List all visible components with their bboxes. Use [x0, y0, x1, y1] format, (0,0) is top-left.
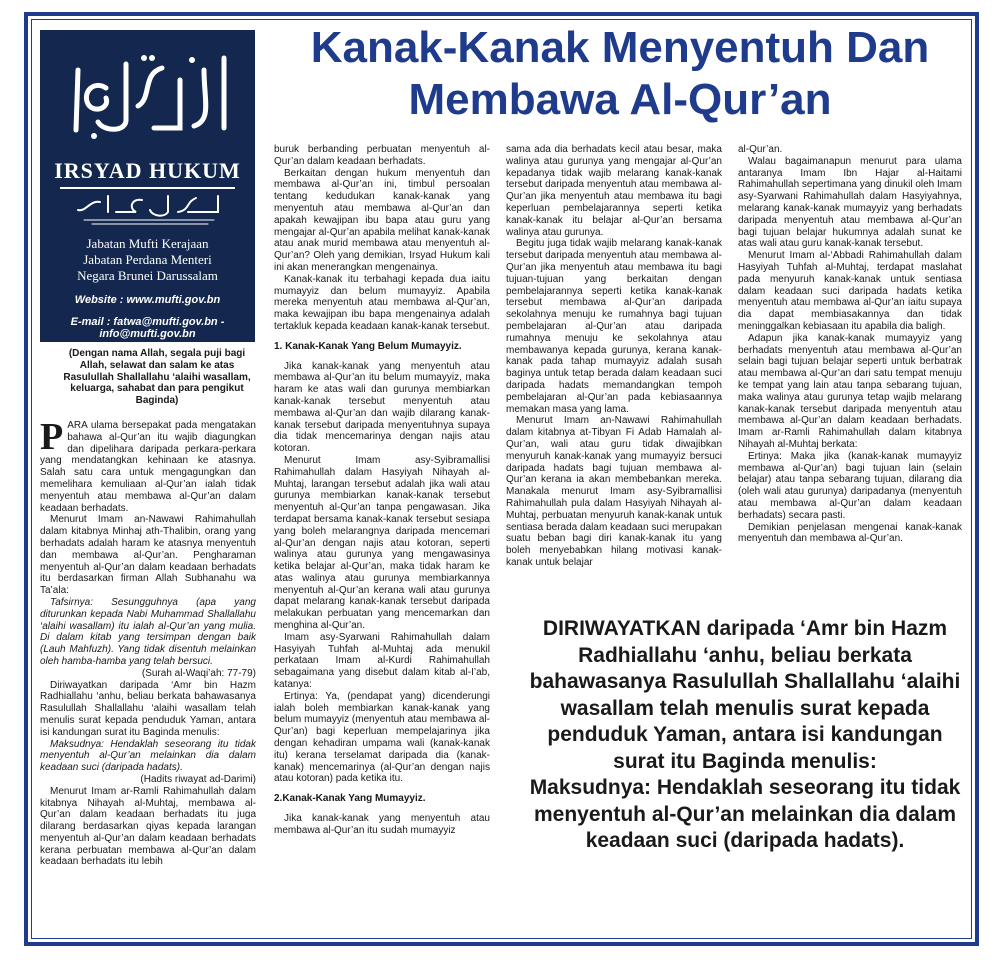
jawi-subtitle-calligraphy-icon	[68, 192, 228, 228]
paragraph: Diriwayatkan daripada ‘Amr bin Hazm Radhiallahu ‘anhu, beliau berkata bahawasanya Rasulullah Shallallahu ‘alaihi wasallam telah menulis surat kepada penduduk Yaman, antara isi kandungan surat itu Baginda menulis:	[40, 679, 256, 738]
paragraph: Demikian penjelasan mengenai kanak-kanak menyentuh dan membawa al-Qur’an.	[738, 521, 962, 545]
paragraph: Menurut Imam an-Nawawi Rahimahullah dalam kitabnya Minhaj ath-Thalibin, orang yang berhadats adalah haram ke atasnya menyentuh dan membawa al-Qur’an. Pengharaman menyentuh al-Qur’an dalam keadaan berhadats itu berdasarkan firman Allah Subhanahu wa Ta’ala:	[40, 514, 256, 597]
logo-dept-line: Jabatan Mufti Kerajaan	[86, 236, 209, 251]
drop-cap: P	[40, 416, 64, 458]
paragraph: Begitu juga tidak wajib melarang kanak-kanak tersebut daripada menyentuh atau membawa al-Qur’an jika menyentuh atau membawa itu bagi tujuan-tujuan yang berkaitan dengan pembelajarannya seperti ketika kanak-kanak tersebut membawa al-Qur’an daripada sekolahnya menuju ke rumahnya bagi tujuan pembelajaran al-Qur’an atau daripada rumahnya menuju ke sekolahnya atau membawanya kepada gurunya, kerana kanak-kanak pada tahap mumayyiz adalah susah baginya untuk tetap berada dalam keadaan suci daripada hadats memandangkan tempoh pembelajaran al-Qur’an pada kebiasaannya memakan masa yang lama.	[506, 238, 722, 415]
arabic-calligraphy-logo-icon	[54, 40, 242, 150]
paragraph: Menurut Imam ar-Ramli Rahimahullah dalam kitabnya Nihayah al-Muhtaj, membawa al-Qur’an dalam keadaan berhadats itu juga dilarang berdasarkan qiyas kepada larangan menyentuh al-Qur’an dalam keadaan berhadats kerana perbuatan membawa al-Qur’an dalam keadaan berhadats itu lebih	[40, 785, 256, 868]
logo-website[interactable]: Website : www.mufti.gov.bn	[74, 294, 221, 306]
verse-reference: (Surah al-Waqi’ah: 77-79)	[141, 667, 256, 679]
hadith-reference: (Hadits riwayat ad-Darimi)	[140, 773, 256, 785]
article-column-3	[506, 144, 722, 569]
logo-title: IRSYAD HUKUM	[54, 158, 241, 183]
pull-quote-translation: Maksudnya: Hendaklah seseorang itu tidak menyentuh al-Qur’an melainkan dia dalam keadaan suci (daripada hadats).	[529, 776, 961, 852]
article-column-2	[274, 144, 490, 837]
logo-email[interactable]: E-mail : fatwa@mufti.gov.bn - info@mufti.gov.bn	[70, 316, 225, 340]
article-column-1	[40, 416, 256, 868]
paragraph: Berkaitan dengan hukum menyentuh dan membawa al-Qur’an ini, timbul persoalan tentang kedudukan kanak-kanak yang menyentuh atau membawa al-Qur’an dan apakah kewajipan ibu bapa atau guru yang mengajar al-Qur’an apabila melihat kanak-kanak atau anak murid membawa atau menyentuh al-Qur’an? Oleh yang demikian, Irsyad Hukum kali ini akan menerangkan mengenainya.	[274, 167, 490, 273]
article-column-4	[738, 144, 962, 545]
paragraph: Menurut Imam an-Nawawi Rahimahullah dalam kitabnya at-Tibyan Fi Adab Hamalah al-Qur’an, wali atau guru tidak diwajibkan menyuruh kanak-kanak yang mumayyiz bersuci daripada hadats bagi tujuan membawa al-Qur’an kerana ia akan membebankan mereka. Manakala menurut Imam asy-Syibramallisi Rahimahullah pula dalam Hasyiyah Nihayah al-Muhtaj, perbuatan menyuruh kanak-kanak untuk sentiasa berada dalam keadaan suci merupakan suatu beban bagi diri kanak-kanak itu yang boleh menyebabkan hilang motivasi kanak-kanak untuk belajar	[506, 415, 722, 568]
paragraph: Menurut Imam asy-Syibramallisi Rahimahullah dalam Hasyiyah Nihayah al-Muhtaj, larangan tersebut adalah jika wali atau gurunya membiarkan kanak-kanak tersebut menyentuh al-Qur’an tanpa pengawasan. Jika terdapat bersama kanak-kanak tersebut sesiapa yang boleh melarangnya daripada mencemari al-Qur’an dengan najis atau kotoran, seperti walinya atau gurunya yang mengawasinya ketika belajar al-Qur’an, maka tidak haram ke atas walinya atau gurunya membiarkannya menyentuh al-Qur’an kerana wali atau gurunya dapat melarang kanak-kanak tersebut daripada melakukan perbuatan yang mencemarkan dan menghina al-Qur’an.	[274, 454, 490, 632]
section-heading: 2.Kanak-Kanak Yang Mumayyiz.	[274, 793, 426, 805]
article-headline: Kanak-Kanak Menyentuh Dan Membawa Al-Qur’an	[310, 23, 930, 124]
paragraph: Menurut Imam al-‘Abbadi Rahimahullah dalam Hasyiyah Tuhfah al-Muhtaj, terdapat maslahat pada menyuruh kanak-kanak untuk sentiasa dalam keadaan suci daripada hadats ketika menyentuh atau membawa al-Qur’an iaitu supaya dia dapat membiasakannya dan tidak meninggalkan kebiasaan itu apabila dia baligh.	[738, 250, 962, 332]
logo-divider	[60, 187, 235, 189]
paragraph: Walau bagaimanapun menurut para ulama antaranya Imam Ibn Hajar al-Haitami Rahimahullah sepertimana yang dinukil oleh Imam asy-Syarwani Rahimahullah dalam Hasyiyahnya, melarang kanak-kanak mumayyiz yang berhadats daripada menyentuh atau membawa al-Qur’an bagi tujuan belajar hukumnya adalah sunat ke atas wali atau guru kanak-kanak tersebut.	[738, 155, 963, 250]
paragraph: sama ada dia berhadats kecil atau besar, maka walinya atau gurunya yang mengajar al-Qur’an kepadanya tidak wajib melarang kanak-kanak tersebut daripada menyentuh atau membawa al-Qur’an jika menyentuh atau membawa itu bagi keperluan pembelajarannya seperti ketika kanak-kanak itu belajar al-Qur’an bersama walinya atau gurunya.	[506, 144, 722, 238]
paragraph: Ertinya: Maka jika (kanak-kanak mumayyiz membawa al-Qur’an) bagi tujuan lain (selain belajar) atau tanpa sebarang tujuan, dilarang dia (oleh wali atau gurunya) daripadanya (menyentuh atau membawa al-Qur’an dalam keadaan berhadats) secara pasti.	[738, 450, 962, 521]
paragraph: al-Qur’an.	[738, 144, 783, 155]
logo-dept-line: Negara Brunei Darussalam	[77, 268, 218, 283]
quran-translation: Tafsirnya: Sesungguhnya (apa yang diturunkan kepada Nabi Muhammad Shallallahu ‘alaihi wasallam) itu ialah al-Qur’an yang mulia. Di dalam kitab yang tersimpan dengan baik (Lauh Mahfuzh). Yang tidak disentuh melainkan oleh hamba-hamba yang telah bersuci.	[40, 596, 256, 667]
section-heading: 1. Kanak-Kanak Yang Belum Mumayyiz.	[274, 340, 462, 352]
pull-quote	[520, 616, 970, 855]
pull-quote-text: DIRIWAYATKAN daripada ‘Amr bin Hazm Radhiallahu ‘anhu, beliau berkata bahawasanya Rasulullah Shallallahu ‘alaihi wasallam telah menulis surat kepada penduduk Yaman, antara isi kandungan surat itu Baginda menulis:	[529, 617, 961, 773]
paragraph: Jika kanak-kanak yang menyentuh atau membawa al-Qur’an itu belum mumayyiz, maka haram ke atas wali dan gurunya membiarkan kanak-kanak tersebut menyentuh atau membawa al-Qur’an dan wajib dilarang kanak-kanak tersebut daripada menyentuhnya supaya dia tidak mencemarinya dengan najis atau kotoran.	[274, 360, 490, 455]
paragraph: Imam asy-Syarwani Rahimahullah dalam Hasyiyah Tuhfah al-Muhtaj ada menukil perkataan Imam al-Kurdi Rahimahullah sebagaimana yang disebut dalam kitab al-I’ab, katanya:	[274, 631, 490, 691]
hadith-translation: Maksudnya: Hendaklah seseorang itu tidak menyentuh al-Qur’an melainkan dia dalam keadaan suci (daripada hadats).	[40, 738, 256, 774]
paragraph: buruk berbanding perbuatan menyentuh al-Qur’an dalam keadaan berhadats.	[274, 144, 490, 167]
paragraph: PARA ulama bersepakat pada mengatakan bahawa al-Qur’an itu wajib diagungkan dan dipelihara daripada perkara-perkara yang mendatangkan kehinaan ke atasnya. Salah satu cara untuk mengagungkan dan memelihara kemuliaan al-Qur’an ialah tidak menyentuh atau membawa al-Qur’an dalam keadaan berhadats.	[40, 416, 256, 514]
bismillah-intro: (Dengan nama Allah, segala puji bagi Allah, selawat dan salam ke atas Rasulullah Shallallahu ‘alaihi wasallam, keluarga, sahabat dan para pengikut Baginda)	[63, 348, 251, 407]
paragraph: Adapun jika kanak-kanak mumayyiz yang berhadats menyentuh atau membawa al-Qur’an selain bagi tujuan belajar seperti untuk berbatrak atau membawa al-Qur’an dari satu tempat menuju ke tempat yang lain atau tanpa sebarang tujuan, maka walinya atau gurunya tetap wajib melarang kanak-kanak tersebut daripada menyentuh atau membawa al-Qur’an dalam keadaan berhadats. Imam ar-Ramli Rahimahullah dalam kitabnya Nihayah al-Muhtaj berkata:	[738, 332, 962, 450]
paragraph: Jika kanak-kanak yang menyentuh atau membawa al-Qur’an itu sudah mumayyiz	[274, 813, 490, 836]
paragraph: Ertinya: Ya, (pendapat yang) dicenderungi ialah boleh membiarkan kanak-kanak yang belum mumayyiz (menyentuh atau membawa al-Qur’an) bagi keperluan mempelajarinya jika dengan kehadiran umpama wali (kanak-kanak itu) kerana terselamat daripada dia (kanak-kanak) mencemarinya (al-Qur’an dengan najis atau kotoran) pada ketika itu.	[274, 690, 490, 785]
paragraph: Kanak-kanak itu terbahagi kepada dua iaitu mumayyiz dan belum mumayyiz. Apabila mereka menyentuh atau membawa al-Qur’an, maka kewajipan ibu bapa mengenainya adalah tertakluk kepada keadaan kanak-kanak tersebut.	[274, 273, 490, 332]
irsyad-hukum-logo	[40, 30, 255, 342]
logo-dept-line: Jabatan Perdana Menteri	[83, 252, 212, 267]
